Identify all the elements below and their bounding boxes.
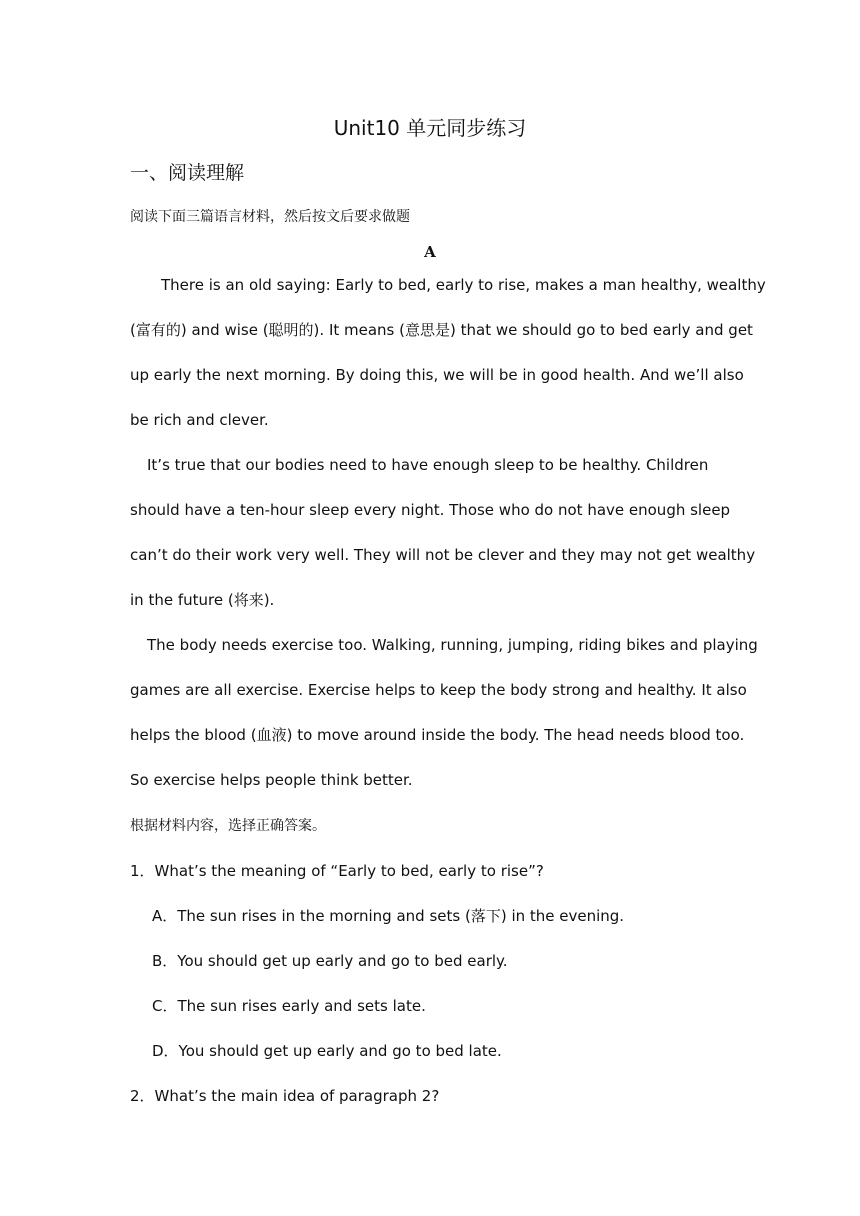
passage-line: So exercise helps people think better.	[130, 771, 413, 789]
passage-line: (富有的) and wise (聪明的). It means (意思是) that we should go to bed early and get	[130, 321, 753, 339]
passage-line: There is an old saying: Early to bed, early to rise, makes a man healthy, wealthy	[161, 276, 766, 294]
answer-option: C．The sun rises early and sets late.	[152, 997, 426, 1015]
passage-line: can’t do their work very well. They will not be clever and they may not get wealthy	[130, 546, 756, 564]
passage-line: games are all exercise. Exercise helps to keep the body strong and healthy. It also	[130, 681, 747, 699]
answer-option: A．The sun rises in the morning and sets (落下) in the evening.	[152, 907, 625, 925]
reading-instruction: 阅读下面三篇语言材料，然后按文后要求做题	[130, 209, 410, 225]
passage-line: be rich and clever.	[130, 411, 269, 429]
question-stem: 2．What’s the main idea of paragraph 2?	[130, 1087, 440, 1105]
section-heading: 一、阅读理解	[130, 162, 245, 184]
passage-line: The body needs exercise too. Walking, running, jumping, riding bikes and playing	[147, 636, 758, 654]
answer-option: D．You should get up early and go to bed late.	[152, 1042, 502, 1060]
question-stem: 1．What’s the meaning of “Early to bed, early to rise”?	[130, 862, 544, 880]
passage-line: should have a ten-hour sleep every night. Those who do not have enough sleep	[130, 501, 731, 519]
page-title: Unit10 单元同步练习	[333, 116, 527, 140]
passage-line: helps the blood (血液) to move around inside the body. The head needs blood too.	[130, 726, 745, 744]
passage-line: It’s true that our bodies need to have enough sleep to be healthy. Children	[147, 456, 709, 474]
passage-line: up early the next morning. By doing this, we will be in good health. And we’ll also	[130, 366, 744, 384]
passage-line: in the future (将来).	[130, 591, 275, 609]
question-instruction: 根据材料内容，选择正确答案。	[130, 818, 326, 834]
answer-option: B．You should get up early and go to bed early.	[152, 952, 508, 970]
passage-label: A	[424, 243, 436, 261]
